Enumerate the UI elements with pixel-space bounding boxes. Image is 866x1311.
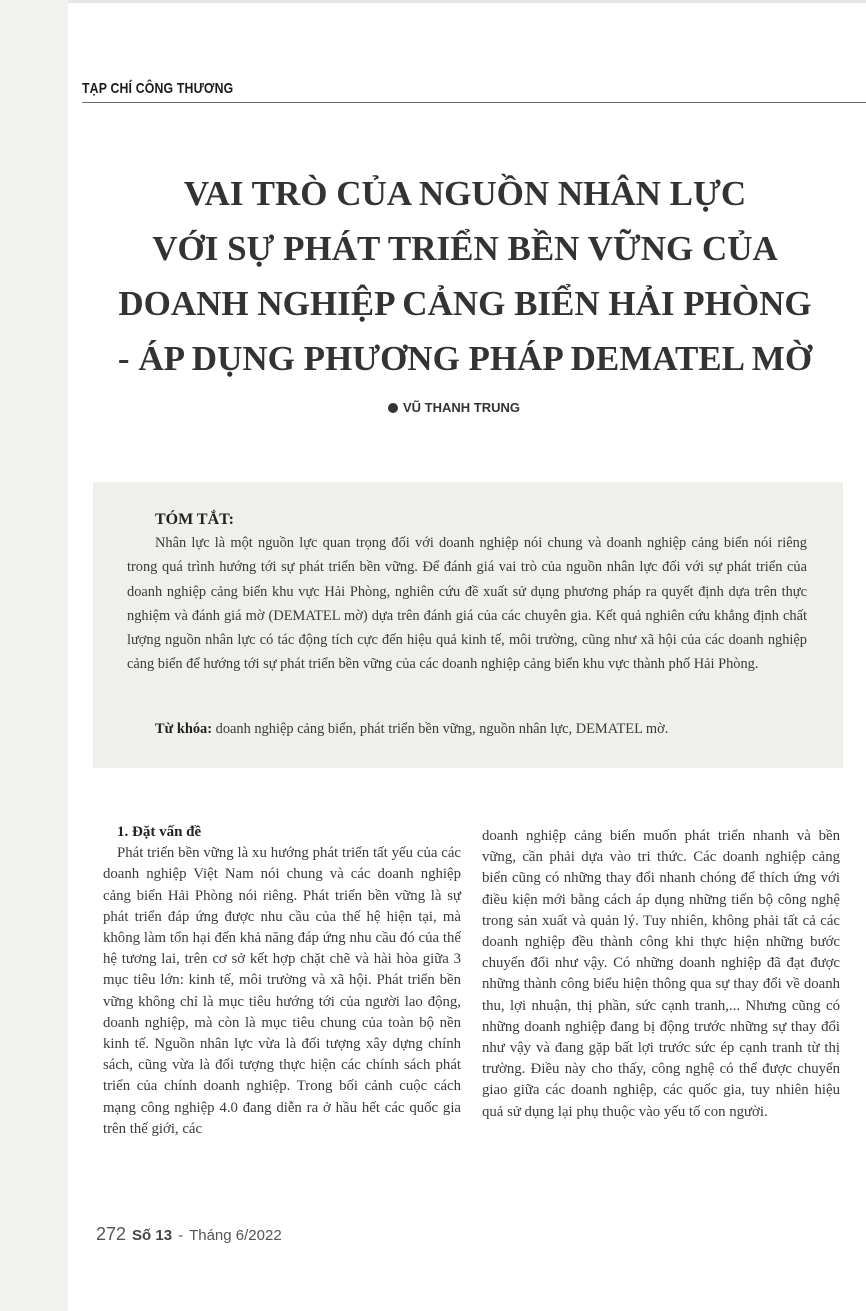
journal-name: TẠP CHÍ CÔNG THƯƠNG <box>82 80 234 97</box>
scan-margin-strip <box>0 0 68 1311</box>
title-line: DOANH NGHIỆP CẢNG BIỂN HẢI PHÒNG <box>118 284 812 323</box>
keywords-label: Từ khóa: <box>155 721 213 737</box>
abstract-body <box>127 531 807 677</box>
author-name: VŨ THANH TRUNG <box>403 400 520 415</box>
keywords <box>155 721 815 738</box>
page-top-edge <box>0 0 866 3</box>
issue-date: Tháng 6/2022 <box>189 1227 282 1244</box>
body-paragraph: Phát triển bền vững là xu hướng phát triển tất yếu của các doanh nghiệp Việt Nam nói chung và các doanh nghiệp cảng biển Hải Phòng nói riêng. Phát triển bền vững là sự phát triển đáp ứng được nhu cầu của thế hệ hiện tại, mà không làm tổn hại đến khả năng đáp ứng nhu cầu đó của thế hệ tương lai, trên cơ sở kết hợp chặt chẽ và hài hòa giữa 3 mục tiêu lớn: kinh tế, môi trường và xã hội. Phát triển bền vững không chỉ là mục tiêu hướng tới của người lao động, doanh nghiệp, mà còn là mục tiêu chung của toàn bộ nền kinh tế. Nguồn nhân lực vừa là đối tượng xây dựng chính sách, cũng vừa là đối tượng thực hiện các chính sách phát triển của chính doanh nghiệp. Trong bối cảnh cuộc cách mạng công nghiệp 4.0 đang diễn ra ở hầu hết các quốc gia trên thế giới, các <box>103 845 461 1137</box>
article-title <box>90 166 840 386</box>
column-left <box>103 822 461 1140</box>
footer-separator: - <box>178 1227 184 1244</box>
title-line: - ÁP DỤNG PHƯƠNG PHÁP DEMATEL MỜ <box>117 339 813 378</box>
column-right <box>482 826 840 1123</box>
abstract-heading: TÓM TẮT: <box>155 511 234 528</box>
section-heading: 1. Đặt vấn đề <box>117 824 202 840</box>
bullet-icon <box>388 403 398 413</box>
page-number: 272 <box>96 1224 127 1244</box>
body-paragraph: doanh nghiệp cảng biển muốn phát triển nhanh và bền vững, cần phải dựa vào tri thức. Các doanh nghiệp cảng biển cũng có những thay đổi nhanh chóng để thích ứng với điều kiện mới bằng cách áp dụng những tiến bộ công nghệ trong sản xuất và quản lý. Tuy nhiên, không phải tất cả các doanh nghiệp đều thành công khi thực hiện những bước chuyển đổi như vậy. Có những doanh nghiệp đã đạt được những thành công biểu hiện thông qua sự thay đổi về doanh thu, lợi nhuận, thị phần, sức cạnh tranh,... Nhưng cũng có những doanh nghiệp đang bị động trước những sự thay đổi như vậy và đang gặp bất lợi trước sức ép cạnh tranh từ thị trường. Điều này cho thấy, công nghệ có thể được chuyển giao giữa các doanh nghiệp, các quốc gia, tuy nhiên hiệu quả sử dụng lại phụ thuộc vào yếu tố con người. <box>482 828 840 1120</box>
issue-number: Số 13 <box>132 1227 173 1244</box>
author-byline <box>388 400 520 415</box>
keywords-list: doanh nghiệp cảng biển, phát triển bền vững, nguồn nhân lực, DEMATEL mờ. <box>212 721 669 737</box>
title-line: VAI TRÒ CỦA NGUỒN NHÂN LỰC <box>183 174 747 213</box>
abstract-text: Nhân lực là một nguồn lực quan trọng đối với doanh nghiệp nói chung và doanh nghiệp cảng biển nói riêng trong quá trình hướng tới sự phát triển bền vững. Để đánh giá vai trò của nguồn nhân lực đối với sự phát triển của doanh nghiệp cảng biển khu vực Hải Phòng, nghiên cứu đề xuất sử dụng phương pháp ra quyết định dựa trên thực nghiệm và đánh giá mờ (DEMATEL mờ) dựa trên đánh giá của các chuyên gia. Kết quả nghiên cứu khẳng định chất lượng nguồn nhân lực có tác động tích cực đến hiệu quả kinh tế, môi trường, cũng như xã hội của các doanh nghiệp cảng biển để hướng tới sự phát triển bền vững của các doanh nghiệp cảng biển khu vực thành phố Hải Phòng. <box>127 535 807 673</box>
header-divider <box>82 102 866 103</box>
title-line: VỚI SỰ PHÁT TRIỂN BỀN VỮNG CỦA <box>152 229 778 268</box>
page-footer <box>96 1224 282 1245</box>
